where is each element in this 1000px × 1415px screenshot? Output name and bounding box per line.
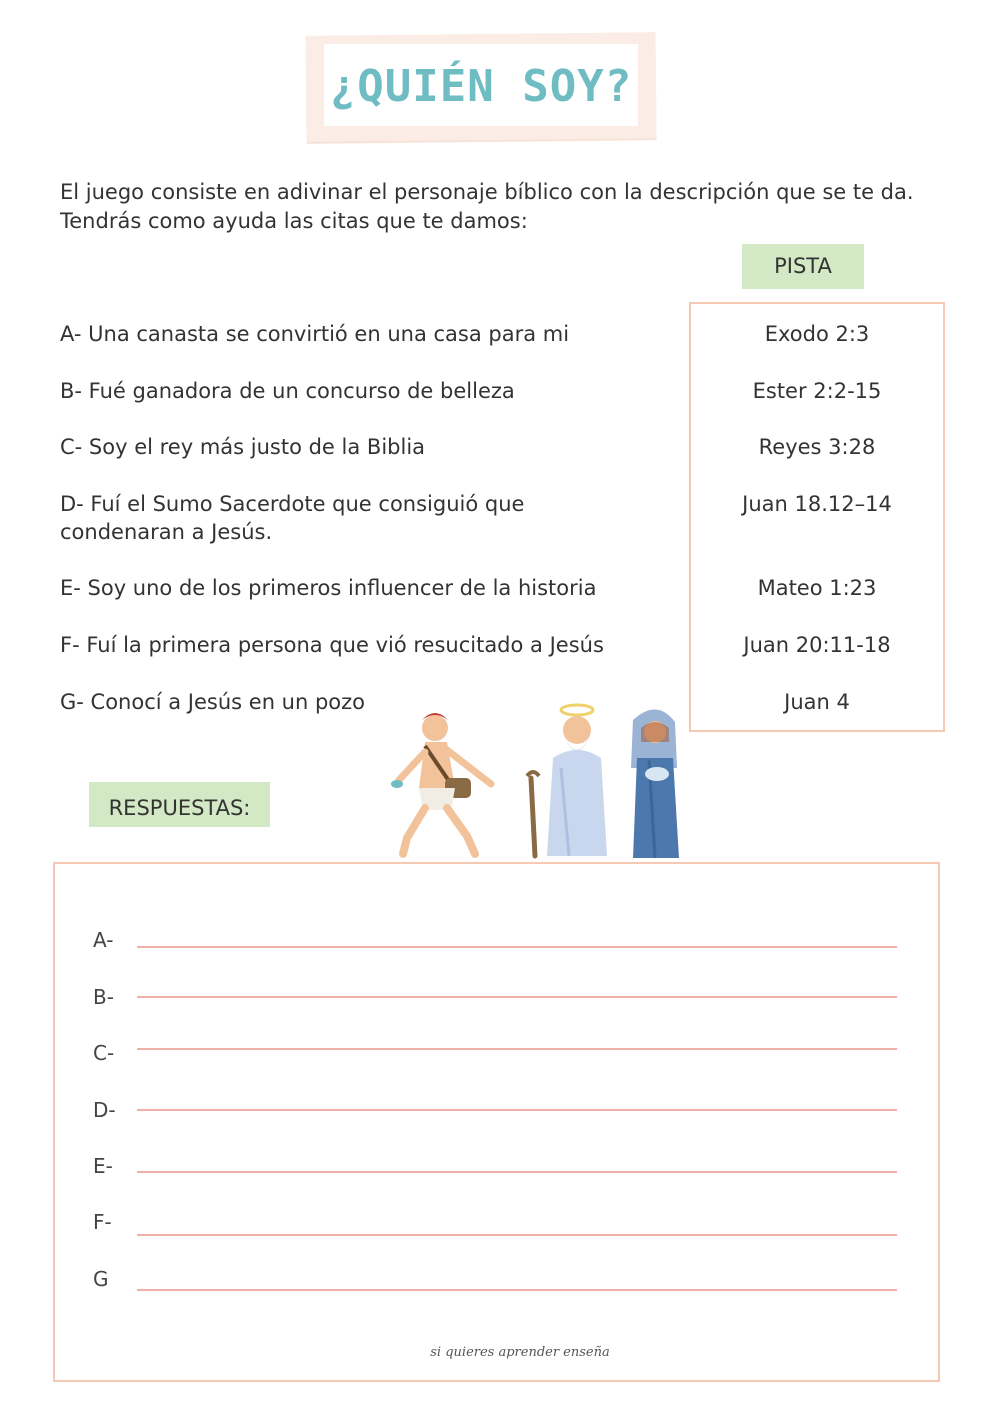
- answer-line-b[interactable]: [137, 996, 897, 998]
- answer-line-g[interactable]: [137, 1289, 897, 1291]
- running-man-figure: [391, 713, 491, 854]
- respuestas-label: RESPUESTAS:: [89, 782, 270, 827]
- clue-e: Mateo 1:23: [757, 576, 877, 600]
- woman-in-blue-figure: [631, 709, 679, 858]
- answer-label-e: E-: [93, 1154, 113, 1178]
- clue-b: Ester 2:2-15: [752, 379, 882, 403]
- old-man-with-staff-figure: [527, 705, 607, 856]
- answer-label-b: B-: [93, 985, 114, 1009]
- clue-g: Juan 4: [784, 690, 850, 714]
- footer-signature: si quieres aprender enseña: [430, 1345, 610, 1360]
- answer-box: [53, 862, 940, 1382]
- clue-a: Exodo 2:3: [764, 322, 870, 346]
- clue-f: Juan 20:11-18: [743, 633, 891, 657]
- question-f: F- Fuí la primera persona que vió resucitado a Jesús: [60, 633, 604, 657]
- question-a: A- Una canasta se convirtió en una casa para mi: [60, 322, 570, 346]
- answer-label-f: F-: [93, 1210, 112, 1234]
- question-c: C- Soy el rey más justo de la Biblia: [60, 435, 426, 459]
- question-e: E- Soy uno de los primeros influencer de la historia: [60, 576, 597, 600]
- pista-label: PISTA: [742, 244, 864, 289]
- answer-label-d: D-: [93, 1098, 116, 1122]
- answer-line-a[interactable]: [137, 946, 897, 948]
- clue-c: Reyes 3:28: [758, 435, 876, 459]
- clue-d: Juan 18.12–14: [742, 492, 892, 516]
- question-b: B- Fué ganadora de un concurso de belleza: [60, 379, 515, 403]
- answer-line-f[interactable]: [137, 1234, 897, 1236]
- answer-label-g: G: [93, 1267, 109, 1291]
- biblical-characters-illustration: [385, 698, 695, 860]
- answer-label-c: C-: [93, 1041, 115, 1065]
- answer-line-d[interactable]: [137, 1109, 897, 1111]
- answer-line-e[interactable]: [137, 1171, 897, 1173]
- question-g: G- Conocí a Jesús en un pozo: [60, 690, 366, 714]
- instructions-text: El juego consiste en adivinar el personaje bíblico con la descripción que se te da. Tendrás como ayuda las citas que te damos:: [60, 180, 914, 233]
- question-d: D- Fuí el Sumo Sacerdote que consiguió que condenaran a Jesús.: [60, 492, 525, 544]
- page-title: ¿QUIÉN SOY?: [329, 61, 633, 112]
- answer-label-a: A-: [93, 928, 114, 952]
- answer-line-c[interactable]: [137, 1048, 897, 1050]
